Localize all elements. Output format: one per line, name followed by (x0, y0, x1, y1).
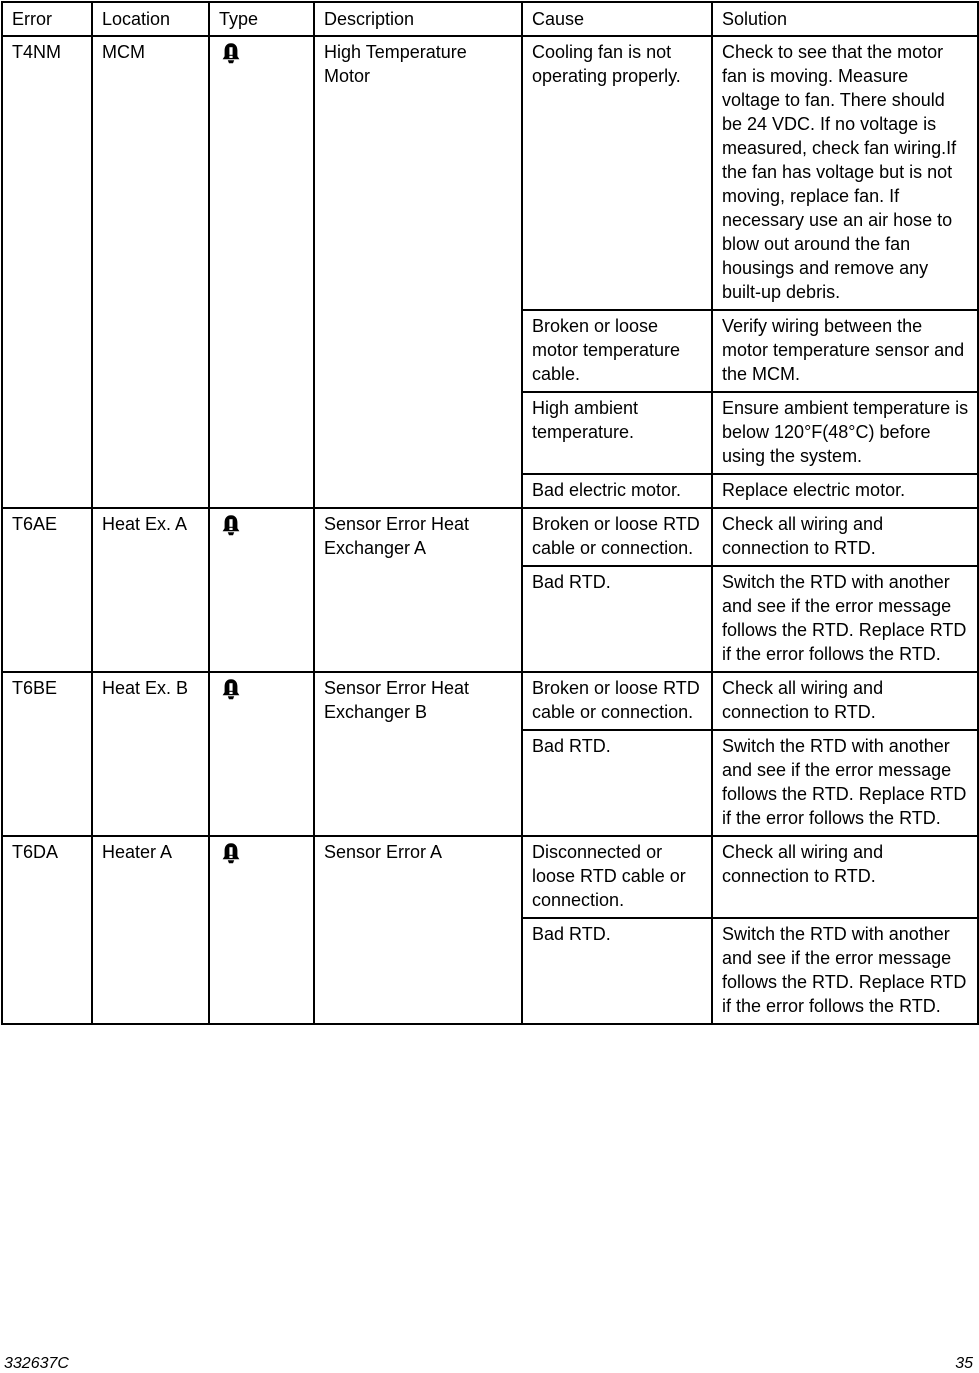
error-code-cell: T6AE (2, 508, 92, 672)
type-cell (209, 836, 314, 1024)
table-row (2, 36, 978, 310)
description-cell: Sensor Error A (314, 836, 522, 1024)
header-error: Error (2, 2, 92, 36)
solution-cell: Ensure ambient temperature is below 120°F(48°C) before using the system. (712, 392, 978, 474)
solution-cell: Check all wiring and connection to RTD. (712, 672, 978, 730)
cause-cell: Broken or loose motor temperature cable. (522, 310, 712, 392)
location-cell: Heat Ex. B (92, 672, 209, 836)
description-cell: Sensor Error Heat Exchanger B (314, 672, 522, 836)
cause-cell: High ambient temperature. (522, 392, 712, 474)
alarm-bell-icon (219, 685, 243, 705)
header-location: Location (92, 2, 209, 36)
type-cell (209, 36, 314, 508)
header-cause: Cause (522, 2, 712, 36)
alarm-bell-icon (219, 49, 243, 69)
solution-cell: Check all wiring and connection to RTD. (712, 508, 978, 566)
location-cell: MCM (92, 36, 209, 508)
page-number: 35 (955, 1355, 973, 1372)
location-cell: Heater A (92, 836, 209, 1024)
type-cell (209, 508, 314, 672)
header-solution: Solution (712, 2, 978, 36)
header-description: Description (314, 2, 522, 36)
solution-cell: Switch the RTD with another and see if the error message follows the RTD. Replace RTD if the error follows the RTD. (712, 566, 978, 672)
solution-cell: Switch the RTD with another and see if the error message follows the RTD. Replace RTD if the error follows the RTD. (712, 918, 978, 1024)
cause-cell: Disconnected or loose RTD cable or connection. (522, 836, 712, 918)
cause-cell: Broken or loose RTD cable or connection. (522, 672, 712, 730)
solution-cell: Replace electric motor. (712, 474, 978, 508)
description-cell: Sensor Error Heat Exchanger A (314, 508, 522, 672)
alarm-bell-icon (219, 521, 243, 541)
solution-cell: Check to see that the motor fan is moving. Measure voltage to fan. There should be 24 VDC. If no voltage is measured, check fan wiring.If the fan has voltage but is not moving, replace fan. If necessary use an air hose to blow out around the fan housings and remove any built-up debris. (712, 36, 978, 310)
header-row (2, 2, 978, 36)
error-code-cell: T4NM (2, 36, 92, 508)
solution-cell: Check all wiring and connection to RTD. (712, 836, 978, 918)
type-cell (209, 672, 314, 836)
error-code-cell: T6BE (2, 672, 92, 836)
table-body (2, 36, 978, 1024)
solution-cell: Switch the RTD with another and see if the error message follows the RTD. Replace RTD if the error follows the RTD. (712, 730, 978, 836)
solution-cell: Verify wiring between the motor temperature sensor and the MCM. (712, 310, 978, 392)
cause-cell: Bad RTD. (522, 918, 712, 1024)
cause-cell: Bad RTD. (522, 730, 712, 836)
error-code-table (1, 1, 979, 1025)
location-cell: Heat Ex. A (92, 508, 209, 672)
table-row (2, 672, 978, 730)
cause-cell: Bad RTD. (522, 566, 712, 672)
description-cell: High Temperature Motor (314, 36, 522, 508)
table-row (2, 836, 978, 918)
header-type: Type (209, 2, 314, 36)
cause-cell: Cooling fan is not operating properly. (522, 36, 712, 310)
alarm-bell-icon (219, 849, 243, 869)
cause-cell: Broken or loose RTD cable or connection. (522, 508, 712, 566)
cause-cell: Bad electric motor. (522, 474, 712, 508)
document-number: 332637C (4, 1355, 69, 1372)
table-row (2, 508, 978, 566)
error-code-cell: T6DA (2, 836, 92, 1024)
